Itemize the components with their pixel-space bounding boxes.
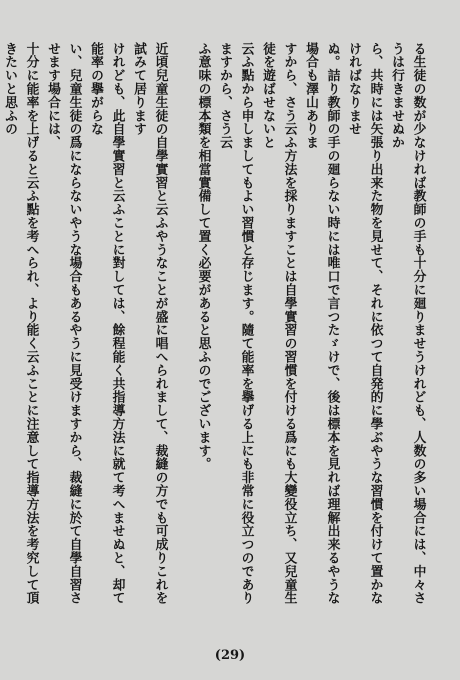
page-number: (29) (214, 648, 246, 663)
paragraph-b: 近頃兒童生徒の自學實習と云ふやうなことが盛に唱へられまして、裁縫の方でも可成りこれを試みて居ります けれども、此自學實習と云ふことに對しては、餘程能く共指導方法に就て考へませぬと、却て能率の擧がらな い、兒童生徒の爲にならないやうな場合もあるやうに見受けますから、裁縫に於て自學自習させます場合には、 十分に能率を上げると云ふ點を考へられ、より能く云ふことに注意して指導方法を考究して頂きたいと思ふの (2, 42, 168, 605)
paragraph-a: る生徒の数が少なければ教師の手も十分に廻りませうけれども、人数の多い場合には、中々さうは行きませぬか ら、共時には矢張り出来た物を見せて、それに依つて自発的に學ぶやうな習慣を付けて置かなければなりませ ぬ。詰り教師の手の廻らない時には唯口で言つたゞけで、後は標本を見れば理解出来るやうな場合も澤山ありま すから、さう云ふ方法を採りますことは自學實習の習慣を付ける爲にも大變役立ち、又兒童生徒を遊ばせないと 云ふ點から申しましてもよい習慣と存じます。隨て能率を擧げる上にも非常に役立つのでありますから、さう云 ふ意味の標本類を相當實備して置く必要があると思ふのでございます。 (195, 42, 426, 605)
page-body (2, 42, 450, 617)
